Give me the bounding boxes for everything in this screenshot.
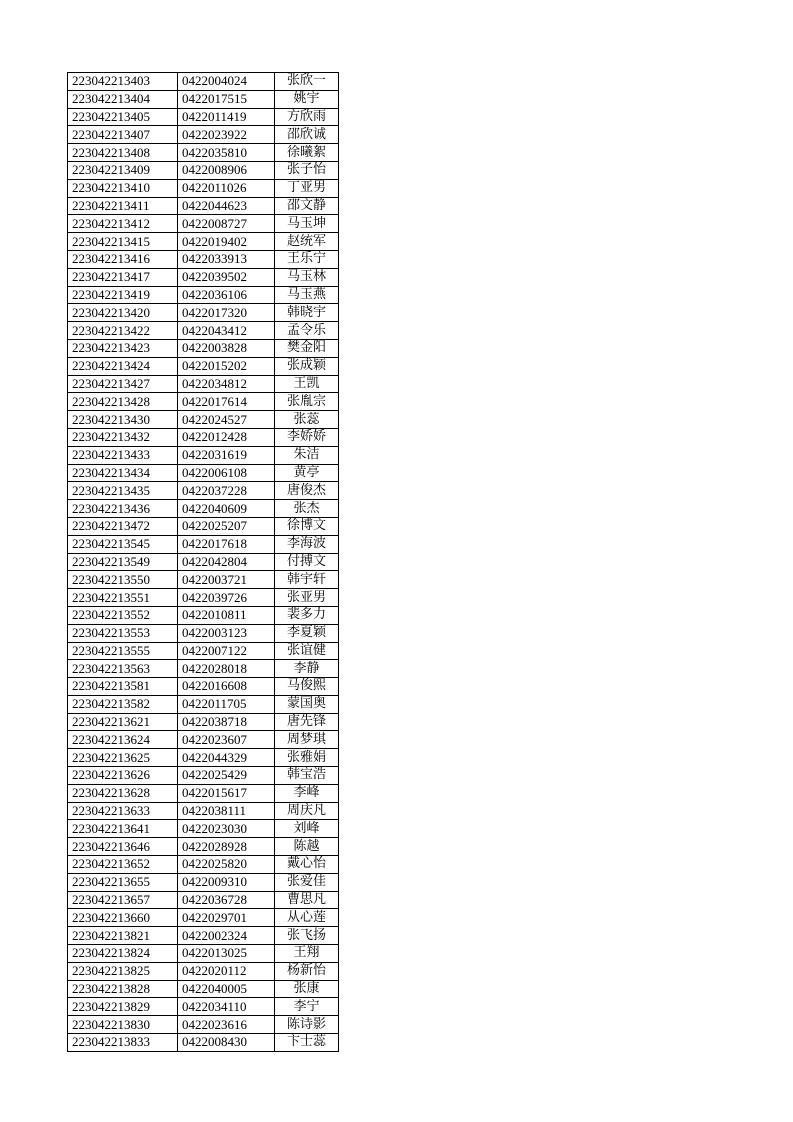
name-cell: 李海波: [275, 535, 339, 553]
exam-number-cell: 223042213552: [68, 606, 178, 624]
name-cell: 周庆凡: [275, 802, 339, 820]
id-number-cell: 0422040005: [178, 980, 275, 998]
id-number-cell: 0422034110: [178, 998, 275, 1016]
name-cell: 徐曦絮: [275, 144, 339, 162]
name-cell: 张康: [275, 980, 339, 998]
exam-number-cell: 223042213641: [68, 820, 178, 838]
id-number-cell: 0422023607: [178, 731, 275, 749]
table-row: [68, 784, 339, 802]
table-row: [68, 927, 339, 945]
exam-number-cell: 223042213582: [68, 695, 178, 713]
id-number-cell: 0422028928: [178, 838, 275, 856]
name-cell: 张子怡: [275, 161, 339, 179]
exam-number-cell: 223042213409: [68, 161, 178, 179]
table-row: [68, 749, 339, 767]
exam-number-cell: 223042213411: [68, 197, 178, 215]
exam-number-cell: 223042213825: [68, 962, 178, 980]
table-row: [68, 517, 339, 535]
name-cell: 陈诗影: [275, 1016, 339, 1034]
exam-number-cell: 223042213403: [68, 73, 178, 91]
id-number-cell: 0422003828: [178, 339, 275, 357]
exam-number-cell: 223042213434: [68, 464, 178, 482]
table-row: [68, 500, 339, 518]
name-cell: 丁亚男: [275, 179, 339, 197]
exam-number-cell: 223042213423: [68, 339, 178, 357]
table-row: [68, 660, 339, 678]
name-cell: 李娇娇: [275, 428, 339, 446]
exam-number-cell: 223042213427: [68, 375, 178, 393]
table-row: [68, 464, 339, 482]
exam-number-cell: 223042213436: [68, 500, 178, 518]
name-cell: 马玉林: [275, 268, 339, 286]
name-cell: 徐博文: [275, 517, 339, 535]
id-number-cell: 0422025429: [178, 767, 275, 785]
id-number-cell: 0422008727: [178, 215, 275, 233]
table-row: [68, 535, 339, 553]
exam-number-cell: 223042213428: [68, 393, 178, 411]
table-row: [68, 945, 339, 963]
name-cell: 王凯: [275, 375, 339, 393]
id-number-cell: 0422029701: [178, 909, 275, 927]
name-cell: 孟令乐: [275, 322, 339, 340]
exam-number-cell: 223042213549: [68, 553, 178, 571]
id-number-cell: 0422017515: [178, 90, 275, 108]
id-number-cell: 0422038718: [178, 713, 275, 731]
name-cell: 张杰: [275, 500, 339, 518]
name-cell: 马玉燕: [275, 286, 339, 304]
id-number-cell: 0422023616: [178, 1016, 275, 1034]
name-cell: 张成颖: [275, 357, 339, 375]
table-row: [68, 713, 339, 731]
id-number-cell: 0422017618: [178, 535, 275, 553]
table-row: [68, 838, 339, 856]
id-number-cell: 0422017614: [178, 393, 275, 411]
exam-number-cell: 223042213830: [68, 1016, 178, 1034]
id-number-cell: 0422035810: [178, 144, 275, 162]
exam-number-cell: 223042213404: [68, 90, 178, 108]
id-number-cell: 0422016608: [178, 678, 275, 696]
id-number-cell: 0422006108: [178, 464, 275, 482]
table-row: [68, 250, 339, 268]
exam-number-cell: 223042213416: [68, 250, 178, 268]
exam-number-cell: 223042213833: [68, 1034, 178, 1052]
id-number-cell: 0422039726: [178, 589, 275, 607]
table-row: [68, 909, 339, 927]
exam-number-cell: 223042213621: [68, 713, 178, 731]
name-cell: 马俊熙: [275, 678, 339, 696]
id-number-cell: 0422011419: [178, 108, 275, 126]
name-cell: 樊金阳: [275, 339, 339, 357]
table-row: [68, 197, 339, 215]
exam-number-cell: 223042213555: [68, 642, 178, 660]
name-cell: 张亚男: [275, 589, 339, 607]
table-row: [68, 891, 339, 909]
exam-number-cell: 223042213551: [68, 589, 178, 607]
table-row: [68, 73, 339, 91]
id-number-cell: 0422023922: [178, 126, 275, 144]
name-cell: 朱洁: [275, 446, 339, 464]
name-cell: 刘峰: [275, 820, 339, 838]
table-row: [68, 393, 339, 411]
id-number-cell: 0422020112: [178, 962, 275, 980]
id-number-cell: 0422034812: [178, 375, 275, 393]
name-cell: 张胤宗: [275, 393, 339, 411]
name-cell: 韩宇轩: [275, 571, 339, 589]
exam-number-cell: 223042213824: [68, 945, 178, 963]
exam-number-cell: 223042213420: [68, 304, 178, 322]
id-number-cell: 0422007122: [178, 642, 275, 660]
id-number-cell: 0422043412: [178, 322, 275, 340]
id-number-cell: 0422023030: [178, 820, 275, 838]
table-row: [68, 856, 339, 874]
name-cell: 戴心怡: [275, 856, 339, 874]
name-cell: 陈越: [275, 838, 339, 856]
exam-number-cell: 223042213412: [68, 215, 178, 233]
id-number-cell: 0422012428: [178, 428, 275, 446]
table-row: [68, 873, 339, 891]
id-number-cell: 0422025207: [178, 517, 275, 535]
table-row: [68, 357, 339, 375]
table-row: [68, 962, 339, 980]
id-number-cell: 0422015617: [178, 784, 275, 802]
id-number-cell: 0422036728: [178, 891, 275, 909]
exam-number-cell: 223042213563: [68, 660, 178, 678]
table-body: [68, 73, 339, 1052]
table-row: [68, 624, 339, 642]
name-cell: 王乐宁: [275, 250, 339, 268]
table-row: [68, 108, 339, 126]
id-number-cell: 0422011705: [178, 695, 275, 713]
name-cell: 马玉坤: [275, 215, 339, 233]
name-cell: 黄亭: [275, 464, 339, 482]
table-row: [68, 304, 339, 322]
exam-number-cell: 223042213660: [68, 909, 178, 927]
table-row: [68, 571, 339, 589]
id-number-cell: 0422031619: [178, 446, 275, 464]
exam-number-cell: 223042213415: [68, 233, 178, 251]
table-row: [68, 233, 339, 251]
exam-number-cell: 223042213633: [68, 802, 178, 820]
exam-number-cell: 223042213433: [68, 446, 178, 464]
exam-number-cell: 223042213472: [68, 517, 178, 535]
name-cell: 李峰: [275, 784, 339, 802]
id-number-cell: 0422036106: [178, 286, 275, 304]
exam-number-cell: 223042213625: [68, 749, 178, 767]
id-number-cell: 0422025820: [178, 856, 275, 874]
table-row: [68, 802, 339, 820]
exam-number-cell: 223042213410: [68, 179, 178, 197]
name-cell: 从心莲: [275, 909, 339, 927]
exam-number-cell: 223042213435: [68, 482, 178, 500]
name-cell: 张雅娟: [275, 749, 339, 767]
name-cell: 唐俊杰: [275, 482, 339, 500]
name-cell: 方欣雨: [275, 108, 339, 126]
id-number-cell: 0422003123: [178, 624, 275, 642]
id-number-cell: 0422033913: [178, 250, 275, 268]
exam-number-cell: 223042213821: [68, 927, 178, 945]
exam-number-cell: 223042213408: [68, 144, 178, 162]
name-cell: 张欣一: [275, 73, 339, 91]
id-number-cell: 0422024527: [178, 411, 275, 429]
id-number-cell: 0422013025: [178, 945, 275, 963]
id-number-cell: 0422044623: [178, 197, 275, 215]
table-row: [68, 144, 339, 162]
id-number-cell: 0422040609: [178, 500, 275, 518]
exam-number-cell: 223042213422: [68, 322, 178, 340]
name-cell: 唐先锋: [275, 713, 339, 731]
exam-number-cell: 223042213581: [68, 678, 178, 696]
table-row: [68, 767, 339, 785]
name-cell: 张飞扬: [275, 927, 339, 945]
exam-number-cell: 223042213407: [68, 126, 178, 144]
table-row: [68, 126, 339, 144]
id-number-cell: 0422017320: [178, 304, 275, 322]
exam-number-cell: 223042213550: [68, 571, 178, 589]
exam-number-cell: 223042213655: [68, 873, 178, 891]
name-cell: 姚宇: [275, 90, 339, 108]
table-row: [68, 1034, 339, 1052]
name-cell: 张爱佳: [275, 873, 339, 891]
exam-number-cell: 223042213626: [68, 767, 178, 785]
name-cell: 张蕊: [275, 411, 339, 429]
name-cell: 韩晓宇: [275, 304, 339, 322]
table-row: [68, 428, 339, 446]
id-number-cell: 0422028018: [178, 660, 275, 678]
name-cell: 韩宝浩: [275, 767, 339, 785]
table-row: [68, 339, 339, 357]
exam-number-cell: 223042213828: [68, 980, 178, 998]
name-cell: 杨新怡: [275, 962, 339, 980]
table-row: [68, 90, 339, 108]
exam-number-cell: 223042213657: [68, 891, 178, 909]
id-number-cell: 0422019402: [178, 233, 275, 251]
table-row: [68, 678, 339, 696]
name-cell: 蒙国奥: [275, 695, 339, 713]
exam-number-cell: 223042213432: [68, 428, 178, 446]
table-row: [68, 980, 339, 998]
table-row: [68, 411, 339, 429]
exam-number-cell: 223042213430: [68, 411, 178, 429]
id-number-cell: 0422015202: [178, 357, 275, 375]
table-row: [68, 820, 339, 838]
table-row: [68, 322, 339, 340]
name-cell: 王翔: [275, 945, 339, 963]
id-number-cell: 0422004024: [178, 73, 275, 91]
exam-number-cell: 223042213417: [68, 268, 178, 286]
id-number-cell: 0422009310: [178, 873, 275, 891]
id-number-cell: 0422003721: [178, 571, 275, 589]
student-list-table: [67, 72, 339, 1052]
table-row: [68, 161, 339, 179]
exam-number-cell: 223042213628: [68, 784, 178, 802]
table-row: [68, 375, 339, 393]
table-row: [68, 268, 339, 286]
table-row: [68, 553, 339, 571]
name-cell: 邵文静: [275, 197, 339, 215]
name-cell: 付搏文: [275, 553, 339, 571]
name-cell: 张谊健: [275, 642, 339, 660]
id-number-cell: 0422042804: [178, 553, 275, 571]
id-number-cell: 0422038111: [178, 802, 275, 820]
id-number-cell: 0422008906: [178, 161, 275, 179]
table-row: [68, 482, 339, 500]
name-cell: 裴多力: [275, 606, 339, 624]
table-row: [68, 179, 339, 197]
exam-number-cell: 223042213829: [68, 998, 178, 1016]
exam-number-cell: 223042213545: [68, 535, 178, 553]
exam-number-cell: 223042213652: [68, 856, 178, 874]
table-row: [68, 642, 339, 660]
name-cell: 李静: [275, 660, 339, 678]
table-row: [68, 589, 339, 607]
table-row: [68, 446, 339, 464]
name-cell: 卞士蕊: [275, 1034, 339, 1052]
table-row: [68, 215, 339, 233]
name-cell: 赵统军: [275, 233, 339, 251]
table-row: [68, 606, 339, 624]
exam-number-cell: 223042213419: [68, 286, 178, 304]
table-row: [68, 695, 339, 713]
exam-number-cell: 223042213553: [68, 624, 178, 642]
id-number-cell: 0422002324: [178, 927, 275, 945]
name-cell: 李夏颖: [275, 624, 339, 642]
name-cell: 邵欣诚: [275, 126, 339, 144]
id-number-cell: 0422010811: [178, 606, 275, 624]
name-cell: 周梦琪: [275, 731, 339, 749]
id-number-cell: 0422008430: [178, 1034, 275, 1052]
table-row: [68, 1016, 339, 1034]
exam-number-cell: 223042213424: [68, 357, 178, 375]
exam-number-cell: 223042213646: [68, 838, 178, 856]
id-number-cell: 0422044329: [178, 749, 275, 767]
id-number-cell: 0422011026: [178, 179, 275, 197]
name-cell: 李宁: [275, 998, 339, 1016]
id-number-cell: 0422037228: [178, 482, 275, 500]
exam-number-cell: 223042213405: [68, 108, 178, 126]
table-row: [68, 731, 339, 749]
table-row: [68, 998, 339, 1016]
table-row: [68, 286, 339, 304]
id-number-cell: 0422039502: [178, 268, 275, 286]
exam-number-cell: 223042213624: [68, 731, 178, 749]
name-cell: 曹思凡: [275, 891, 339, 909]
